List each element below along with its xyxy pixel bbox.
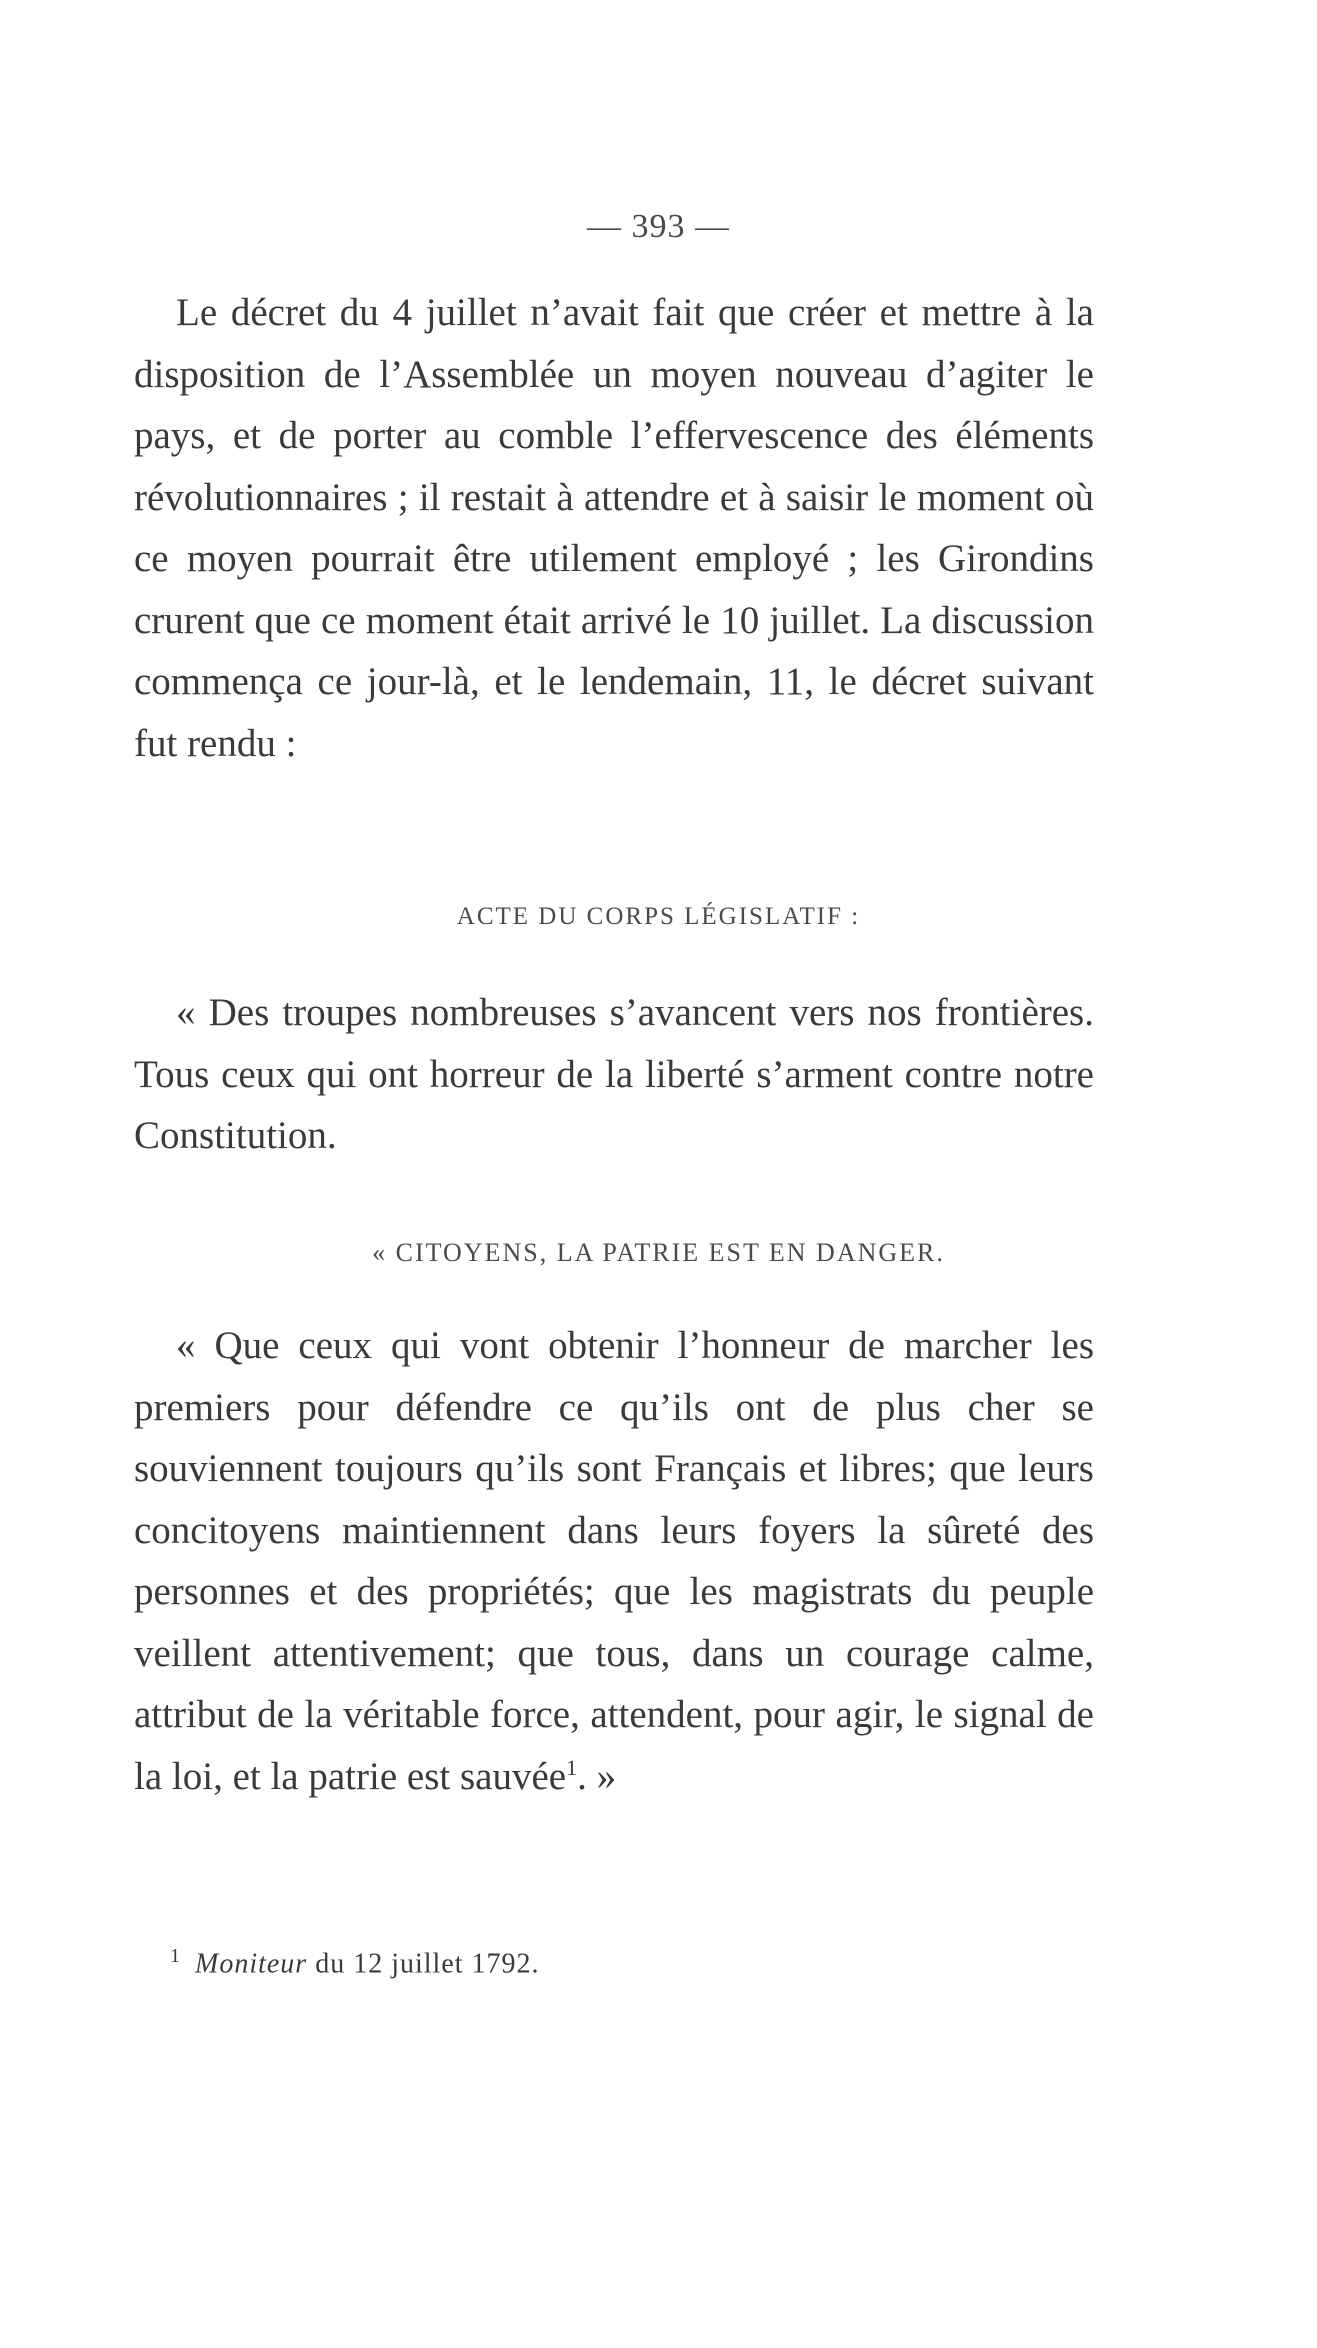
paragraph-2 — [134, 982, 1094, 1167]
paragraph-3-text — [134, 1315, 1094, 1807]
page-number: — 393 — — [587, 208, 730, 245]
section-heading-citoyens: « CITOYENS, LA PATRIE EST EN DANGER. — [372, 1238, 945, 1267]
paragraph-1-text: Le décret du 4 juillet n’avait fait que créer et mettre à la disposition de l’Assemblée un moyen nouveau d’agiter le pays, et de porter au comble l’effervescence des éléments révolutionnaires ; il restait à attendre et à saisir le moment où ce moyen pourrait être utilement employé ; les Girondins crurent que ce moment était arrivé le 10 juillet. La discussion commença ce jour-là, et le lendemain, 11, le décret suivant fut rendu : — [134, 291, 1094, 765]
paragraph-3-closing: . » — [577, 1754, 617, 1798]
paragraph-1 — [134, 282, 1094, 774]
paragraph-3 — [134, 1315, 1094, 1807]
footnote — [170, 1945, 1070, 1980]
paragraph-2-text: « Des troupes nombreuses s’avancent vers nos frontières. Tous ceux qui ont horreur de la liberté s’arment contre notre Constitution. — [134, 991, 1094, 1157]
footnote-mark: 1 — [170, 1945, 181, 1967]
paragraph-3-body: « Que ceux qui vont obtenir l’honneur de marcher les premiers pour défendre ce qu’ils ont de plus cher se souviennent toujours qu’ils sont Français et libres; que leurs concitoyens maintiennent dans leurs foyers la sûreté des personnes et des propriétés; que les magistrats du peuple veillent attentivement; que tous, dans un courage calme, attribut de la véritable force, attendent, pour agir, le signal de la loi, et la patrie est sauvée — [134, 1324, 1094, 1798]
footnote-text: du 12 juillet 1792. — [307, 1948, 540, 1980]
section-heading-acte: ACTE DU CORPS LÉGISLATIF : — [456, 903, 861, 930]
footnote-source: Moniteur — [195, 1948, 308, 1980]
footnote-reference: 1 — [566, 1754, 578, 1780]
